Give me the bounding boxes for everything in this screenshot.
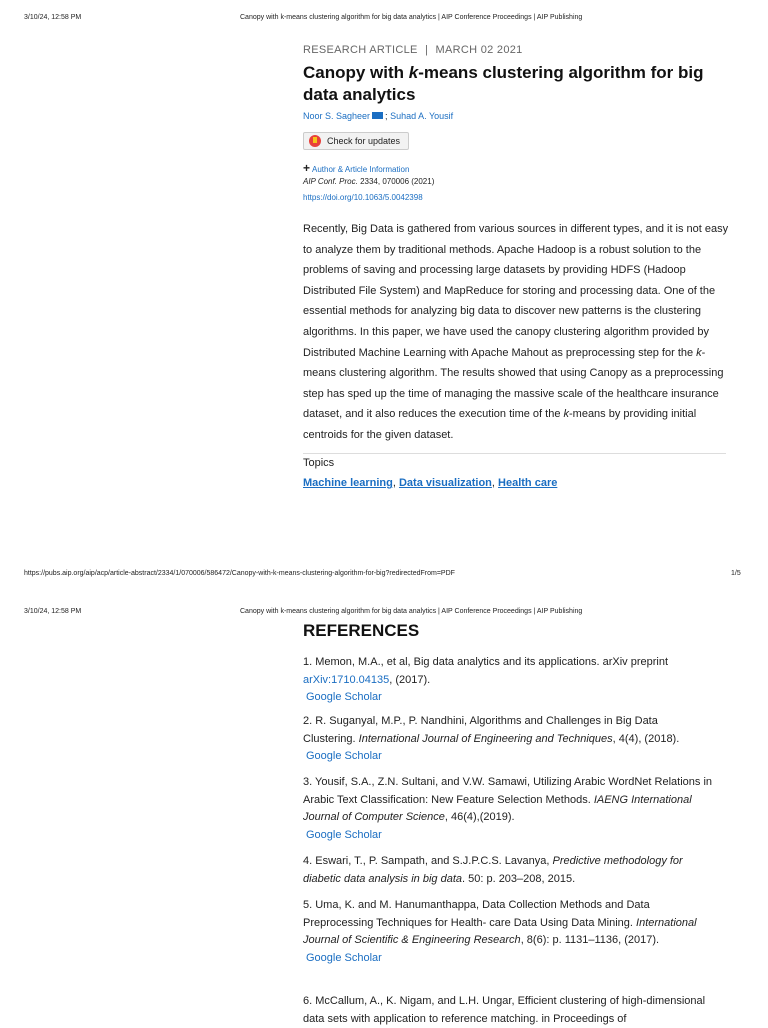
- topics-label: Topics: [303, 457, 335, 469]
- meta-separator: |: [425, 44, 429, 56]
- check-updates-label: Check for updates: [327, 136, 401, 146]
- author-separator: ;: [385, 111, 388, 121]
- abstract-k2: k: [563, 408, 569, 421]
- article-type: RESEARCH ARTICLE: [303, 44, 418, 56]
- title-part1: Canopy with: [303, 63, 409, 82]
- reference-item: [303, 993, 713, 1028]
- article-date: MARCH 02 2021: [435, 44, 523, 56]
- ref1-tail: , (2017).: [389, 673, 431, 686]
- reference-item: [303, 774, 713, 844]
- citation: [303, 177, 434, 186]
- mail-icon[interactable]: [372, 112, 383, 119]
- reference-item: [303, 897, 713, 967]
- print-page-title-2: Canopy with k-means clustering algorithm for big data analytics | AIP Conference Proceedings | AIP Publishing: [240, 608, 583, 615]
- topic-sep-2: ,: [491, 477, 495, 489]
- references-heading: REFERENCES: [303, 621, 420, 640]
- ref5-journal: International Journal of Scientific & Engineering Research: [303, 916, 697, 946]
- title-part2: -means clustering algorithm for big data analytics: [303, 63, 704, 104]
- ref1-arxiv-link[interactable]: arXiv:1710.04135: [303, 673, 390, 686]
- google-scholar-link[interactable]: Google Scholar: [306, 750, 382, 762]
- abstract-k1: k: [696, 346, 702, 359]
- author-info-label: Author & Article Information: [312, 165, 410, 174]
- ref3-tail: , 46(4),(2019).: [444, 811, 515, 823]
- divider: [303, 453, 726, 454]
- abstract-part3: -means by providing initial centroids for the given dataset.: [303, 408, 697, 441]
- topic-link-health-care[interactable]: Health care: [498, 477, 558, 489]
- ref5-text: 5. Uma, K. and M. Hanumanthappa, Data Collection Methods and Data Preprocessing Techniques for Health- care Data Using Data Mining.: [303, 899, 650, 929]
- topic-link-data-visualization[interactable]: Data visualization: [398, 477, 492, 489]
- ref3-journal: IAENG International Journal of Computer Science: [303, 793, 692, 823]
- article-title: [303, 62, 733, 106]
- google-scholar-link[interactable]: Google Scholar: [306, 828, 382, 841]
- ref5-tail: , 8(6): p. 1131–1136, (2017).: [520, 934, 660, 946]
- ref4-title: Predictive methodology for diabetic data analysis in big data: [303, 855, 683, 885]
- authors: [303, 111, 453, 121]
- ref2-journal: International Journal of Engineering and Techniques: [358, 732, 613, 745]
- abstract: [303, 219, 733, 446]
- ref3-text: 3. Yousif, S.A., Z.N. Sultani, and V.W. Samawi, Utilizing Arabic WordNet Relations in Arabic Text Classification: New Feature Selection Methods.: [303, 776, 713, 806]
- print-timestamp: 3/10/24, 12:58 PM: [24, 14, 82, 21]
- google-scholar-link[interactable]: Google Scholar: [306, 691, 382, 703]
- ref2-tail: , 4(4), (2018).: [612, 732, 680, 745]
- topic-link-machine-learning[interactable]: Machine learning: [303, 477, 393, 489]
- ref4-tail: . 50: p. 203–208, 2015.: [462, 872, 576, 885]
- author-info-toggle[interactable]: [303, 161, 409, 175]
- print-url: https://pubs.aip.org/aip/acp/article-abstract/2334/1/070006/586472/Canopy-with-k-means-clustering-algorithm-for-big?redirectedFrom=PDF: [24, 570, 455, 577]
- reference-item: [303, 654, 713, 707]
- journal-name: AIP Conf. Proc.: [303, 177, 358, 186]
- plus-icon: +: [303, 161, 311, 175]
- ref6-text: 6. McCallum, A., K. Nigam, and L.H. Ungar, Efficient clustering of high-dimensional data sets with application to reference matching. in Proceedings of: [303, 995, 706, 1025]
- citation-detail: 2334, 070006 (2021): [360, 177, 435, 186]
- crossmark-icon: [309, 135, 321, 147]
- ref4-text: 4. Eswari, T., P. Sampath, and S.J.P.C.S. Lavanya,: [303, 855, 553, 867]
- abstract-part2: -means clustering algorithm. The results showed that using Canopy as a preprocessing step has sped up the time of managing the massive scale of the healthcare insurance dataset, and it also reduces the execution time of the: [303, 346, 724, 421]
- abstract-part1: Recently, Big Data is gathered from various sources in different types, and it is not easy to analyze them by traditional methods. Apache Hadoop is a robust solution to the problems of saving and processing large datasets by providing HDFS (Hadoop Distributed File System) and MapReduce for storing and processing data. One of the essential methods for analyzing big data to discover new patterns is the clustering algorithms. In this paper, we have used the canopy clustering algorithm provided by Distributed Machine Learning with Apache Mahout as preprocessing step for the: [303, 223, 729, 359]
- title-k: k: [408, 63, 419, 82]
- reference-item: [303, 853, 713, 888]
- ref1-text: 1. Memon, M.A., et al, Big data analytics and its applications. arXiv preprint: [303, 656, 669, 668]
- topics-list: [303, 477, 557, 489]
- google-scholar-link[interactable]: Google Scholar: [306, 951, 382, 964]
- article-meta: [303, 44, 523, 56]
- topic-sep-1: ,: [392, 477, 396, 489]
- author-link-2[interactable]: Suhad A. Yousif: [390, 111, 454, 121]
- reference-item: [303, 713, 713, 766]
- doi-link[interactable]: https://doi.org/10.1063/5.0042398: [303, 193, 423, 202]
- ref2-text: 2. R. Suganyal, M.P., P. Nandhini, Algorithms and Challenges in Big Data Clustering.: [303, 715, 658, 745]
- author-link-1[interactable]: Noor S. Sagheer: [303, 111, 371, 121]
- print-page-number: 1/5: [731, 570, 741, 577]
- print-page-title: Canopy with k-means clustering algorithm for big data analytics | AIP Conference Proceedings | AIP Publishing: [240, 14, 583, 21]
- print-timestamp-2: 3/10/24, 12:58 PM: [24, 608, 82, 615]
- check-for-updates-button[interactable]: [303, 132, 409, 150]
